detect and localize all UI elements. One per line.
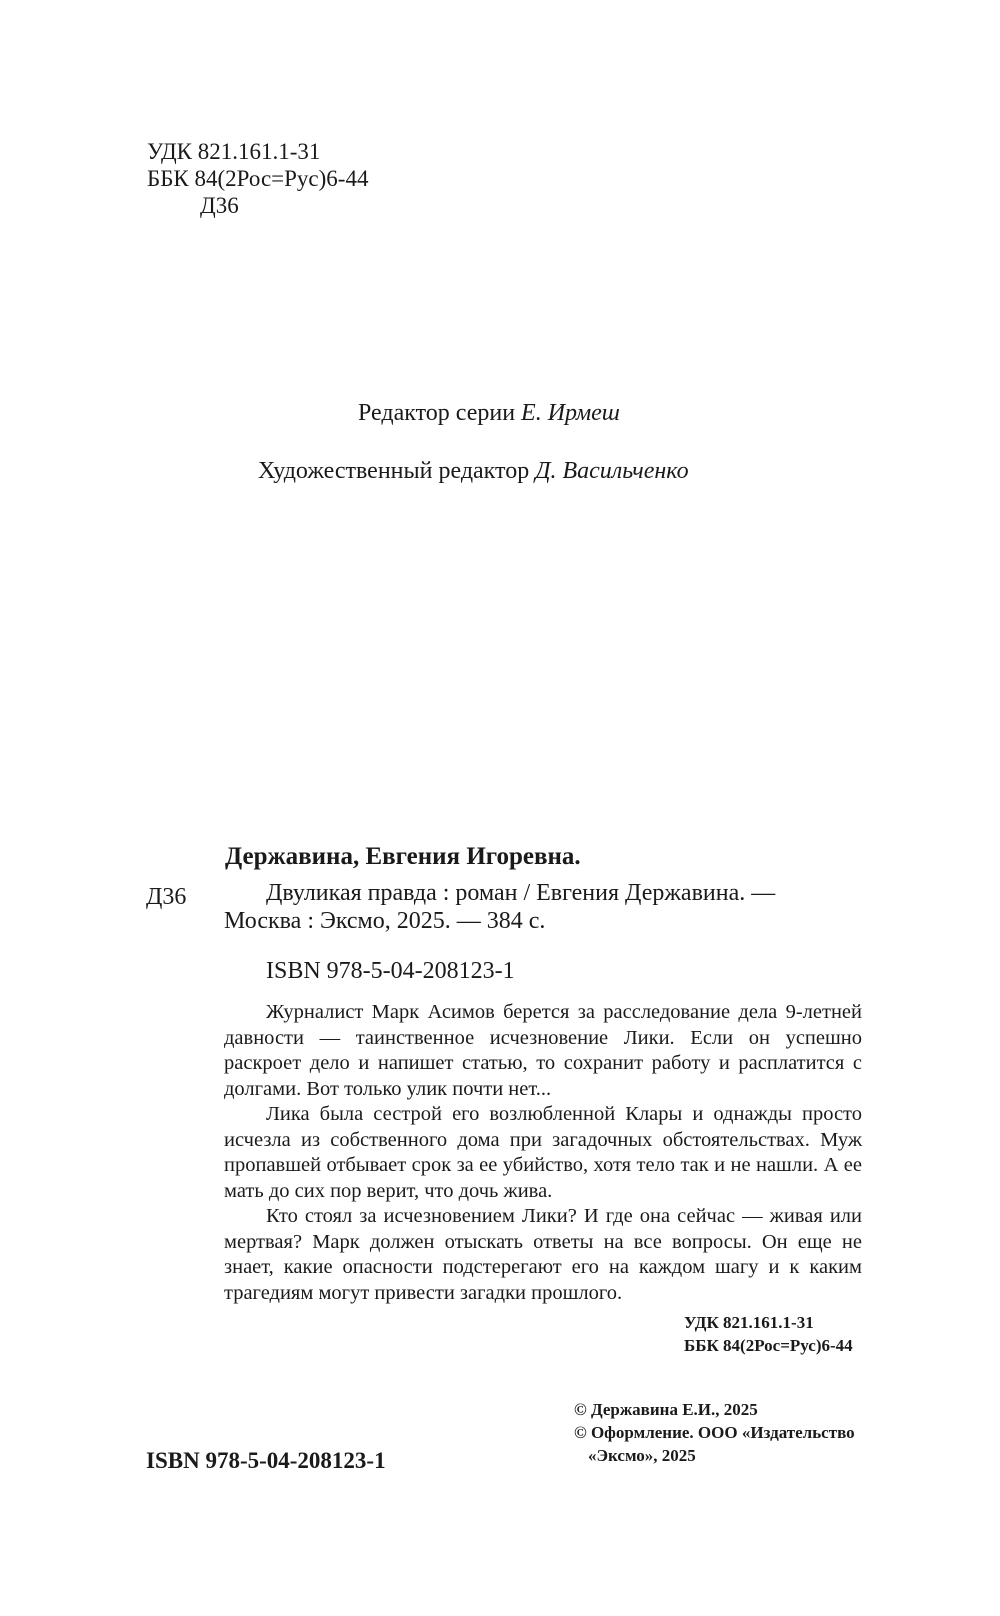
isbn-bottom: ISBN 978-5-04-208123-1: [146, 1448, 386, 1473]
bbk-code: ББК 84(2Рос=Рус)6-44: [147, 166, 369, 191]
udk-code: УДК 821.161.1-31: [147, 139, 321, 164]
author-sign: Д36: [200, 193, 239, 218]
classification-block: [147, 138, 368, 219]
art-editor-name: Д. Васильченко: [535, 458, 689, 484]
series-editor-line: [358, 400, 620, 427]
annotation-paragraph: Лика была сестрой его возлюбленной Клары и однажды просто исчезла из собственного дома при загадочных обстоятельствах. Муж пропавшей отбывает срок за ее убийство, хотя тело так и не нашли. А ее мать до сих пор верит, что дочь жива.: [224, 1103, 862, 1202]
imprint-line: Москва : Эксмо, 2025. — 384 с.: [224, 908, 546, 934]
copyright-design: © Оформление. ООО «Издательство: [574, 1423, 855, 1442]
art-editor-label: Художественный редактор: [258, 458, 530, 484]
annotation-paragraph: Кто стоял за исчезновением Лики? И где она сейчас — живая или мертвая? Марк должен отыскать ответы на все вопросы. Он еще не знает, какие опасности подстерегают его на каждом шагу и к каким трагедиям могут привести загадки прошлого.: [224, 1205, 862, 1304]
copyright-publisher: «Эксмо», 2025: [588, 1446, 696, 1465]
art-editor-line: [258, 458, 689, 485]
udk-code-small: УДК 821.161.1-31: [684, 1313, 814, 1332]
annotation: [224, 1000, 862, 1306]
class-codes: [684, 1311, 853, 1357]
annotation-paragraph: Журналист Марк Асимов берется за расследование дела 9-летней давности — таинственное исчезновение Лики. Если он успешно раскроет дело и напишет статью, то сохранит работу и расплатится с долгами. Вот только улик почти нет...: [224, 1001, 862, 1100]
copyright-block: [574, 1398, 855, 1467]
series-editor-name: Е. Ирмеш: [521, 400, 620, 426]
book-title-line: Двуликая правда : роман / Евгения Державина. —: [266, 880, 776, 906]
bbk-code-small: ББК 84(2Рос=Рус)6-44: [684, 1336, 853, 1355]
series-editor-label: Редактор серии: [358, 400, 516, 426]
book-author: Державина, Евгения Игоревна.: [225, 843, 581, 870]
side-author-sign: Д36: [146, 884, 187, 910]
isbn-line: ISBN 978-5-04-208123-1: [266, 958, 515, 984]
copyright-author: © Державина Е.И., 2025: [574, 1400, 758, 1419]
